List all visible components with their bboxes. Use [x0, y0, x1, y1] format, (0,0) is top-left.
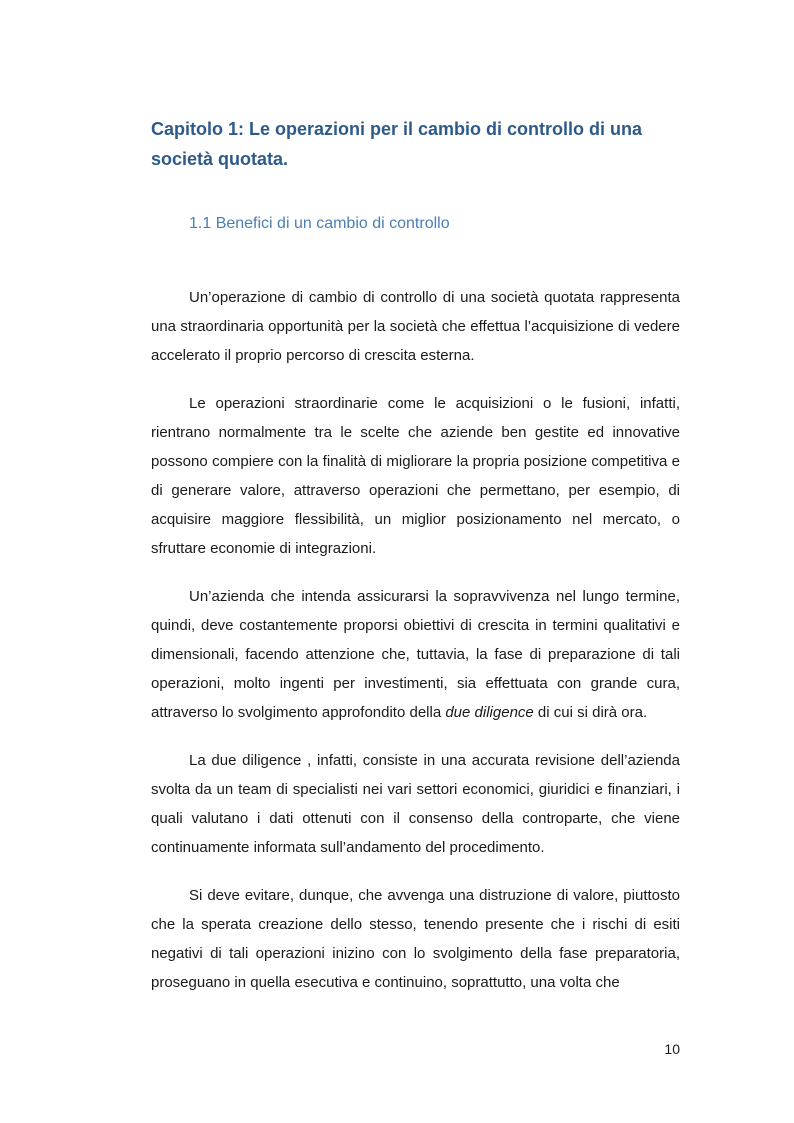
chapter-title: Capitolo 1: Le operazioni per il cambio di controllo di una società quotata. — [151, 119, 643, 169]
paragraph-5: Si deve evitare, dunque, che avvenga una distruzione di valore, piuttosto che la sperata creazione dello stesso, tenendo presente che i rischi di esiti negativi di tali operazioni inizino con lo svolgimento della fase preparatoria, proseguano in quella esecutiva e continuino, soprattutto, una volta che — [151, 887, 680, 991]
paragraph-3-emphasis: due diligence — [445, 704, 534, 721]
paragraph-3-text-after: di cui si dirà ora. — [533, 704, 648, 721]
paragraph-4: La due diligence , infatti, consiste in una accurata revisione dell’azienda svolta da un team di specialisti nei vari settori economici, giuridici e finanziari, i quali valutano i dati ottenuti con il consenso della controparte, che viene continuamente informata sull’andamento del procedimento. — [151, 752, 680, 856]
paragraph-3 — [151, 582, 680, 727]
paragraph-1: Un’operazione di cambio di controllo di una società quotata rappresenta una straordinaria opportunità per la società che effettua l’acquisizione di vedere accelerato il proprio percorso di crescita esterna. — [151, 289, 680, 364]
paragraph-3-text-before: Un’azienda che intenda assicurarsi la sopravvivenza nel lungo termine, quindi, deve costantemente proporsi obiettivi di crescita in termini qualitativi e dimensionali, facendo attenzione che, tuttavia, la fase di preparazione di tali operazioni, molto ingenti per investimenti, sia effettuata con grande cura, attraverso lo svolgimento approfondito della — [151, 588, 680, 721]
body-text — [151, 283, 680, 1016]
section-title: 1.1 Benefici di un cambio di controllo — [189, 215, 450, 232]
paragraph-2: Le operazioni straordinarie come le acquisizioni o le fusioni, infatti, rientrano normalmente tra le scelte che aziende ben gestite ed innovative possono compiere con la finalità di migliorare la propria posizione competitiva e di generare valore, attraverso operazioni che permettano, per esempio, di acquisire maggiore flessibilità, un miglior posizionamento nel mercato, o sfruttare economie di integrazioni. — [151, 395, 680, 557]
page-number: 10 — [664, 1041, 680, 1057]
